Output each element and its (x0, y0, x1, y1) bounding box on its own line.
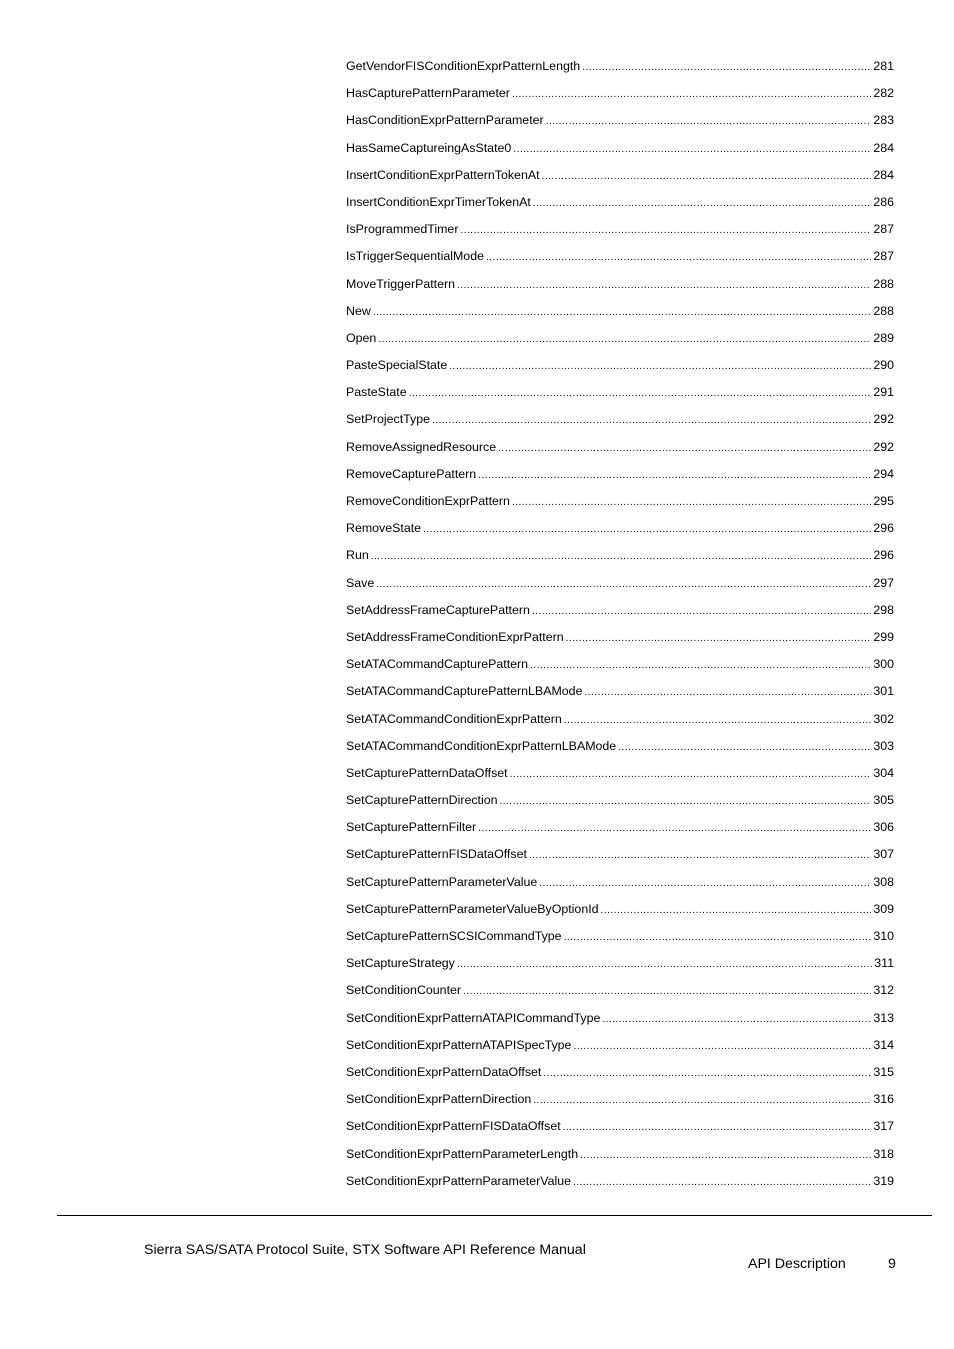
toc-entry[interactable] (346, 302, 894, 329)
toc-dot-leader (512, 494, 871, 512)
toc-dot-leader (532, 603, 871, 621)
toc-dot-leader (376, 576, 871, 594)
toc-entry-page-number: 296 (873, 521, 894, 536)
toc-dot-leader (513, 141, 871, 159)
toc-entry-title: SetProjectType (346, 412, 431, 427)
toc-entry-page-number: 281 (873, 59, 894, 73)
toc-dot-leader (546, 113, 872, 131)
toc-dot-leader (378, 331, 871, 349)
toc-dot-leader (539, 875, 871, 893)
toc-entry-page-number: 315 (873, 1064, 894, 1079)
toc-entry-page-number: 309 (873, 901, 894, 916)
toc-entry[interactable] (346, 710, 894, 737)
toc-dot-leader (373, 304, 872, 322)
toc-entry-page-number: 283 (873, 113, 894, 128)
toc-entry-page-number: 294 (873, 466, 894, 481)
toc-entry-title: HasCapturePatternParameter (346, 86, 510, 101)
toc-entry[interactable] (346, 247, 894, 274)
footer-manual-title: Sierra SAS/SATA Protocol Suite, STX Software API Reference Manual (144, 1242, 586, 1258)
footer-page-number: 9 (888, 1256, 896, 1272)
toc-entry-title: SetConditionExprPatternATAPISpecType (346, 1037, 572, 1052)
toc-entry-page-number: 297 (873, 575, 894, 590)
toc-entry-title: HasConditionExprPatternParameter (346, 113, 544, 128)
toc-dot-leader (498, 440, 871, 458)
toc-dot-leader (478, 820, 871, 838)
toc-dot-leader (580, 1147, 871, 1165)
toc-dot-leader (582, 59, 871, 77)
toc-entry[interactable] (346, 438, 894, 465)
toc-entry-page-number: 291 (873, 385, 894, 400)
toc-entry[interactable] (346, 139, 894, 166)
toc-entry-title: RemoveAssignedResource (346, 439, 497, 454)
toc-dot-leader (463, 983, 871, 1001)
toc-entry[interactable] (346, 492, 894, 519)
toc-entry[interactable] (346, 329, 894, 356)
toc-entry-page-number: 314 (873, 1037, 894, 1052)
toc-dot-leader (478, 467, 871, 485)
toc-dot-leader (573, 1174, 871, 1192)
toc-entry-title: SetConditionExprPatternATAPICommandType (346, 1010, 601, 1025)
toc-entry-page-number: 288 (873, 303, 894, 318)
toc-entry-title: IsTriggerSequentialMode (346, 249, 484, 264)
toc-entry[interactable] (346, 574, 894, 601)
toc-dot-leader (457, 956, 872, 974)
toc-entry-title: SetATACommandConditionExprPatternLBAMode (346, 738, 617, 753)
toc-entry[interactable] (346, 166, 894, 193)
toc-entry-title: Open (346, 330, 377, 345)
toc-dot-leader (510, 766, 872, 784)
toc-entry-page-number: 311 (874, 956, 894, 971)
toc-entry-page-number: 301 (873, 684, 894, 699)
toc-entry-title: New (346, 303, 371, 318)
toc-entry[interactable] (346, 601, 894, 628)
toc-entry-page-number: 300 (873, 657, 894, 672)
toc-entry[interactable] (346, 1009, 894, 1036)
toc-entry-title: SetCapturePatternParameterValueByOptionId (346, 901, 599, 916)
toc-entry-title: SetCapturePatternParameterValue (346, 874, 538, 889)
toc-dot-leader (533, 1092, 871, 1110)
toc-dot-leader (529, 847, 871, 865)
toc-entry[interactable] (346, 927, 894, 954)
toc-dot-leader (564, 929, 872, 947)
toc-entry-page-number: 302 (873, 711, 894, 726)
toc-entry-title: PasteSpecialState (346, 358, 448, 373)
toc-entry-page-number: 319 (873, 1173, 894, 1188)
toc-entry-page-number: 292 (873, 412, 894, 427)
toc-entry[interactable] (346, 1063, 894, 1090)
toc-dot-leader (533, 195, 872, 213)
toc-dot-leader (563, 1119, 872, 1137)
toc-entry-title: SetConditionExprPatternFISDataOffset (346, 1119, 561, 1134)
toc-entry-page-number: 284 (873, 167, 894, 182)
toc-dot-leader (457, 277, 871, 295)
toc-entry-title: SetCapturePatternSCSICommandType (346, 929, 562, 943)
toc-entry-title: SetATACommandConditionExprPattern (346, 711, 562, 726)
toc-entry[interactable] (346, 900, 894, 927)
toc-entry[interactable] (346, 845, 894, 872)
toc-entry[interactable] (346, 519, 894, 546)
toc-entry-page-number: 305 (873, 793, 894, 808)
toc-entry-title: Run (346, 548, 369, 563)
toc-entry-title: SetAddressFrameConditionExprPattern (346, 629, 564, 644)
toc-entry[interactable] (346, 954, 894, 981)
toc-entry[interactable] (346, 220, 894, 247)
toc-entry[interactable] (346, 981, 894, 1008)
toc-dot-leader (500, 793, 872, 811)
toc-dot-leader (409, 385, 872, 403)
toc-dot-leader (584, 684, 871, 702)
toc-entry-title: SetConditionExprPatternDirection (346, 1092, 532, 1107)
toc-entry-page-number: 295 (873, 494, 894, 508)
toc-dot-leader (423, 521, 871, 539)
toc-entry-page-number: 282 (873, 86, 894, 101)
toc-entry-title: SetCapturePatternFISDataOffset (346, 847, 527, 862)
toc-entry[interactable] (346, 1117, 894, 1144)
toc-entry-page-number: 288 (873, 276, 894, 291)
toc-entry-title: HasSameCaptureingAsState0 (346, 140, 512, 155)
toc-entry-page-number: 287 (873, 249, 894, 264)
toc-dot-leader (460, 222, 871, 240)
toc-entry-title: MoveTriggerPattern (346, 276, 456, 291)
toc-entry-title: RemoveCapturePattern (346, 466, 477, 481)
toc-dot-leader (564, 712, 872, 730)
toc-entry-page-number: 284 (873, 140, 894, 155)
toc-dot-leader (449, 358, 871, 376)
toc-entry-title: Save (346, 575, 375, 590)
toc-entry-title: IsProgrammedTimer (346, 222, 459, 237)
toc-entry-page-number: 307 (873, 847, 894, 862)
toc-entry-page-number: 296 (873, 548, 894, 563)
toc-entry-title: SetCapturePatternFilter (346, 820, 477, 835)
toc-dot-leader (432, 412, 871, 430)
footer-divider (57, 1215, 932, 1216)
toc-dot-leader (602, 1011, 871, 1029)
toc-entry[interactable] (346, 1036, 894, 1063)
toc-entry[interactable] (346, 275, 894, 302)
toc-entry-page-number: 316 (873, 1092, 894, 1107)
toc-entry-page-number: 306 (873, 820, 894, 835)
toc-entry[interactable] (346, 1090, 894, 1117)
toc-entry[interactable] (346, 356, 894, 383)
toc-entry-title: InsertConditionExprPatternTokenAt (346, 167, 540, 182)
toc-entry[interactable] (346, 655, 894, 682)
toc-entry-title: SetConditionExprPatternParameterValue (346, 1173, 571, 1188)
toc-entry[interactable] (346, 546, 894, 573)
toc-entry-title: SetConditionExprPatternDataOffset (346, 1064, 542, 1079)
toc-entry[interactable] (346, 873, 894, 900)
toc-entry-title: SetConditionCounter (346, 983, 462, 998)
toc-list (346, 57, 894, 1199)
toc-entry-page-number: 290 (873, 358, 894, 373)
toc-entry[interactable] (346, 84, 894, 111)
toc-dot-leader (618, 739, 871, 757)
toc-entry-title: SetCaptureStrategy (346, 956, 455, 971)
toc-entry-page-number: 287 (873, 222, 894, 237)
toc-dot-leader (566, 630, 872, 648)
toc-entry[interactable] (346, 818, 894, 845)
toc-entry-page-number: 317 (873, 1119, 894, 1134)
toc-dot-leader (371, 548, 872, 566)
toc-entry[interactable] (346, 1172, 894, 1199)
toc-entry-title: SetConditionExprPatternParameterLength (346, 1146, 579, 1161)
toc-entry-page-number: 308 (873, 874, 894, 889)
toc-entry-page-number: 318 (873, 1146, 894, 1161)
toc-entry[interactable] (346, 791, 894, 818)
toc-entry-title: SetCapturePatternDataOffset (346, 765, 508, 780)
toc-entry-page-number: 310 (873, 929, 894, 943)
toc-entry[interactable] (346, 383, 894, 410)
toc-dot-leader (543, 1065, 871, 1083)
toc-entry-title: SetCapturePatternDirection (346, 793, 498, 808)
toc-entry-page-number: 286 (873, 194, 894, 209)
toc-dot-leader (542, 168, 872, 186)
toc-entry-page-number: 313 (873, 1010, 894, 1025)
toc-entry-page-number: 312 (873, 983, 894, 998)
toc-entry[interactable] (346, 1145, 894, 1172)
toc-entry-page-number: 299 (873, 629, 894, 644)
toc-entry[interactable] (346, 111, 894, 138)
toc-dot-leader (601, 902, 872, 920)
footer-section-name: API Description (748, 1256, 846, 1272)
toc-entry[interactable] (346, 682, 894, 709)
toc-entry-page-number: 289 (873, 330, 894, 345)
toc-entry[interactable] (346, 410, 894, 437)
toc-dot-leader (573, 1038, 871, 1056)
toc-entry-title: GetVendorFISConditionExprPatternLength (346, 59, 581, 73)
toc-entry-page-number: 304 (873, 765, 894, 780)
toc-entry-title: RemoveConditionExprPattern (346, 494, 510, 508)
toc-entry[interactable] (346, 57, 894, 84)
toc-entry-page-number: 292 (873, 439, 894, 454)
toc-entry[interactable] (346, 193, 894, 220)
toc-entry[interactable] (346, 465, 894, 492)
toc-entry-title: RemoveState (346, 521, 422, 536)
toc-entry-title: PasteState (346, 385, 407, 400)
toc-entry-page-number: 298 (873, 602, 894, 617)
toc-dot-leader (512, 86, 871, 104)
toc-entry-title: SetAddressFrameCapturePattern (346, 602, 530, 617)
toc-entry[interactable] (346, 737, 894, 764)
toc-entry-page-number: 303 (873, 738, 894, 753)
toc-entry-title: SetATACommandCapturePatternLBAMode (346, 684, 583, 699)
toc-entry-title: InsertConditionExprTimerTokenAt (346, 194, 531, 209)
toc-entry[interactable] (346, 628, 894, 655)
toc-entry-title: SetATACommandCapturePattern (346, 657, 529, 672)
toc-dot-leader (530, 657, 871, 675)
toc-dot-leader (486, 249, 871, 267)
toc-entry[interactable] (346, 764, 894, 791)
